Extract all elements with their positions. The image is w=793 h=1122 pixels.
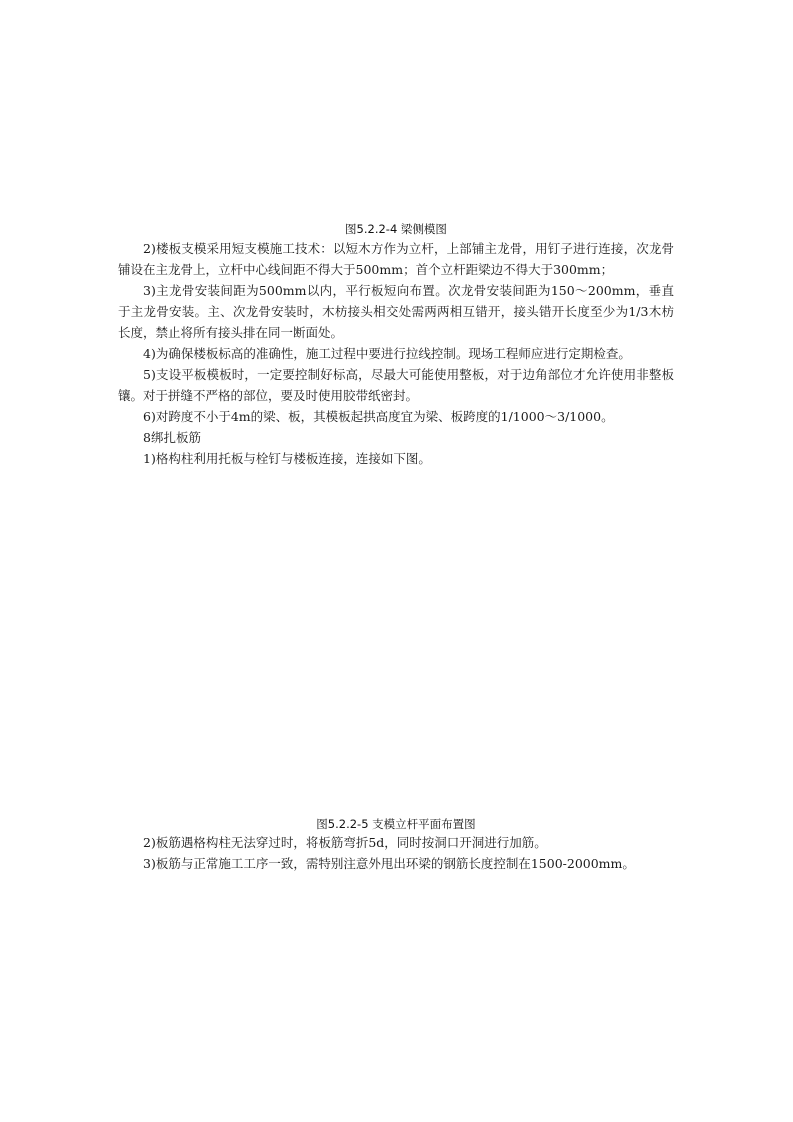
paragraph-lattice-column-connection: 1)格构柱利用托板与栓钉与楼板连接，连接如下图。 [143, 451, 431, 466]
paragraph-elevation-control: 4)为确保楼板标高的准确性，施工过程中要进行拉线控制。现场工程师应进行定期检查。 [143, 346, 631, 361]
body-text-section-b [118, 832, 674, 874]
paragraph-keel-spacing: 3)主龙骨安装间距为500mm以内，平行板短向布置。次龙骨安装间距为150～200mm，垂直于主龙骨安装。主、次龙骨安装时，木枋接头相交处需两两相互错开，接头错开长度至少为1/3木枋长度，禁止将所有接头排在同一断面处。 [118, 283, 674, 340]
figure-caption-5-2-2-5: 图5.2.2-5 支模立杆平面布置图 [316, 817, 476, 831]
paragraph-camber: 6)对跨度不小于4m的梁、板，其模板起拱高度宜为梁、板跨度的1/1000～3/1000。 [143, 409, 614, 424]
body-text-section-a [118, 238, 674, 469]
paragraph-rebar-bending: 2)板筋遇格构柱无法穿过时，将板筋弯折5d，同时按洞口开洞进行加筋。 [143, 835, 547, 850]
figure-area-pole-layout-plan [118, 515, 674, 813]
figure-area-beam-side-formwork [118, 40, 674, 218]
paragraph-rebar-length-control: 3)板筋与正常施工工序一致，需特别注意外甩出环梁的钢筋长度控制在1500-2000mm。 [143, 856, 635, 871]
section-heading-rebar-binding: 8绑扎板筋 [143, 430, 201, 445]
paragraph-short-support-technique: 2)楼板支模采用短支模施工技术：以短木方作为立杆，上部铺主龙骨，用钉子进行连接，次龙骨铺设在主龙骨上，立杆中心线间距不得大于500mm；首个立杆距梁边不得大于300mm； [118, 241, 674, 277]
paragraph-slab-formwork: 5)支设平板模板时，一定要控制好标高，尽最大可能使用整板，对于边角部位才允许使用非整板镶。对于拼缝不严格的部位，要及时使用胶带纸密封。 [118, 367, 674, 403]
figure-caption-5-2-2-4: 图5.2.2-4 梁侧模图 [345, 222, 447, 236]
